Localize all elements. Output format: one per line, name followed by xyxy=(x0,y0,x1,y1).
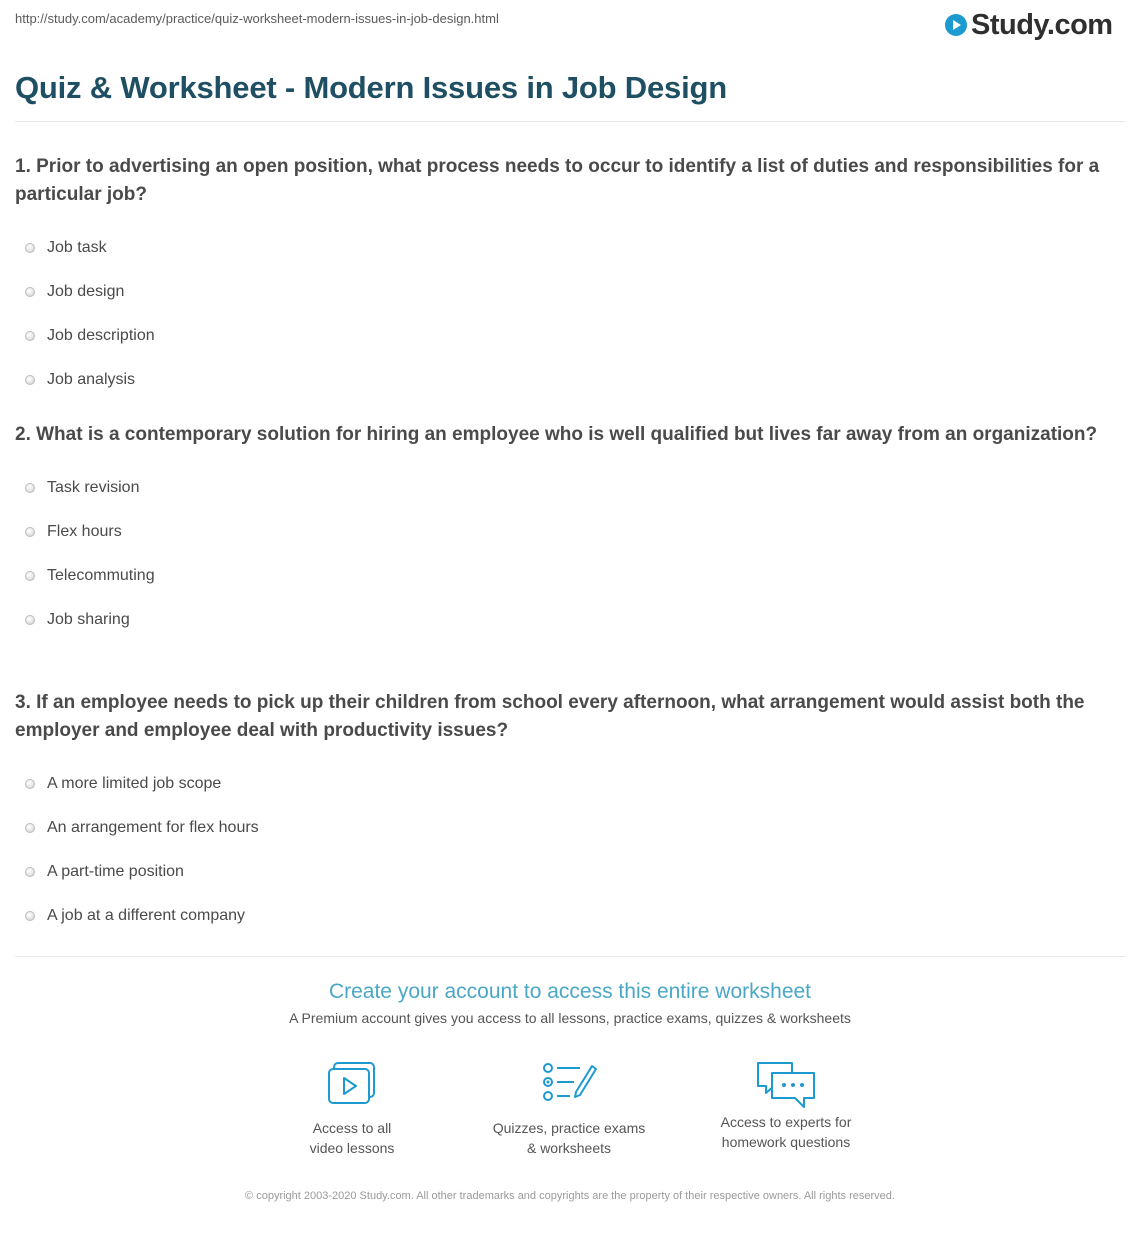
page-url: http://study.com/academy/practice/quiz-worksheet-modern-issues-in-job-design.html xyxy=(15,11,499,26)
title-divider xyxy=(15,121,1125,122)
answer-label: Telecommuting xyxy=(47,567,155,584)
logo-text: Study.com xyxy=(971,9,1113,41)
answer-option[interactable] xyxy=(15,466,1125,510)
answer-option[interactable] xyxy=(15,762,1125,806)
radio-button[interactable] xyxy=(25,243,35,253)
answer-label: A part-time position xyxy=(47,863,184,880)
answer-option[interactable] xyxy=(15,894,1125,938)
feature-label: Access to all video lessons xyxy=(309,1120,395,1156)
question-text: 3. If an employee needs to pick up their children from school every afternoon, what arrangement would assist both the employer and employee deal with productivity issues? xyxy=(15,692,1085,741)
answer-label: Task revision xyxy=(47,479,140,496)
feature-video-lessons xyxy=(272,1060,432,1158)
answer-label: A job at a different company xyxy=(47,907,246,924)
answer-list xyxy=(15,466,1125,642)
answer-label: Job sharing xyxy=(47,611,130,628)
video-lessons-icon xyxy=(326,1060,378,1106)
play-logo-icon xyxy=(944,13,968,37)
radio-button[interactable] xyxy=(25,287,35,297)
radio-button[interactable] xyxy=(25,615,35,625)
radio-button[interactable] xyxy=(25,823,35,833)
answer-option[interactable] xyxy=(15,850,1125,894)
feature-label: Access to experts for homework questions xyxy=(720,1114,852,1150)
radio-button[interactable] xyxy=(25,527,35,537)
answer-label: Job analysis xyxy=(47,371,136,388)
question-text: 2. What is a contemporary solution for hiring an employee who is well qualified but lives far away from an organization? xyxy=(15,424,1098,445)
question-1 xyxy=(15,153,1125,402)
premium-cta xyxy=(0,980,1140,1026)
copyright-footer: © copyright 2003-2020 Study.com. All other trademarks and copyrights are the property of their respective owners. All rights reserved. xyxy=(245,1190,895,1202)
answer-label: A more limited job scope xyxy=(47,775,222,792)
feature-label: Quizzes, practice exams & worksheets xyxy=(492,1120,646,1156)
radio-button[interactable] xyxy=(25,911,35,921)
radio-button[interactable] xyxy=(25,331,35,341)
question-3 xyxy=(15,689,1125,938)
cta-subtitle: A Premium account gives you access to all lessons, practice exams, quizzes & worksheets xyxy=(289,1010,851,1026)
answer-label: Job design xyxy=(47,283,125,300)
question-2 xyxy=(15,421,1125,642)
answer-option[interactable] xyxy=(15,554,1125,598)
page-title: Quiz & Worksheet - Modern Issues in Job Design xyxy=(15,70,727,105)
answer-option[interactable] xyxy=(15,226,1125,270)
radio-button[interactable] xyxy=(25,779,35,789)
answer-label: Job task xyxy=(47,239,107,256)
radio-button[interactable] xyxy=(25,483,35,493)
answer-label: An arrangement for flex hours xyxy=(47,819,259,836)
create-account-link[interactable]: Create your account to access this entire worksheet xyxy=(328,980,812,1003)
quiz-checklist-icon xyxy=(540,1060,598,1106)
answer-list xyxy=(15,226,1125,402)
answer-label: Job description xyxy=(47,327,155,344)
answer-list xyxy=(15,762,1125,938)
chat-bubbles-icon xyxy=(754,1060,818,1112)
answer-option[interactable] xyxy=(15,806,1125,850)
answer-option[interactable] xyxy=(15,598,1125,642)
study-logo[interactable] xyxy=(944,6,1113,44)
answer-option[interactable] xyxy=(15,270,1125,314)
answer-option[interactable] xyxy=(15,358,1125,402)
feature-experts xyxy=(706,1060,866,1152)
question-text: 1. Prior to advertising an open position, what process needs to occur to identify a list of duties and responsibilities for a particular job? xyxy=(15,156,1100,205)
feature-quizzes xyxy=(489,1060,649,1158)
radio-button[interactable] xyxy=(25,571,35,581)
answer-label: Flex hours xyxy=(47,523,122,540)
radio-button[interactable] xyxy=(25,867,35,877)
answer-option[interactable] xyxy=(15,314,1125,358)
radio-button[interactable] xyxy=(25,375,35,385)
answer-option[interactable] xyxy=(15,510,1125,554)
content-divider xyxy=(15,956,1125,957)
